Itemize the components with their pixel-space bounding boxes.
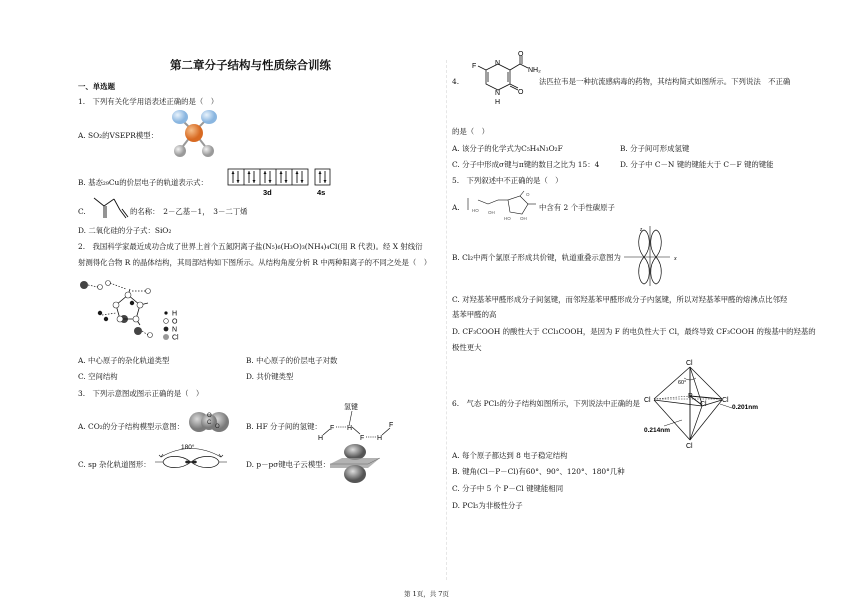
q4-option-b: B. 分子间可形成氢键 <box>620 144 690 153</box>
q1-option-d: D. 二氧化硅的分子式：SiO₂ <box>78 226 172 235</box>
hf-hydrogen-bond-figure <box>316 402 408 444</box>
q5-option-b: B. Cl₂中两个氯原子形成共价键，轨道重叠示意图为 <box>452 253 621 262</box>
q2-option-b: B. 中心原子的价层电子对数 <box>246 356 338 365</box>
fav-nh2: NH₂ <box>528 67 541 74</box>
page-footer: 第 1页，共 7页 <box>404 590 449 598</box>
hf-f3: F <box>389 422 394 429</box>
q2-option-a: A. 中心原子的杂化轨道类型 <box>78 356 170 365</box>
q3-option-d: D. p－pσ键电子云模型： <box>246 460 330 469</box>
q4-option-a: A. 该分子的化学式为C₅H₄N₃O₂F <box>452 144 563 153</box>
page-title: 第二章分子结构与性质综合训练 <box>170 58 331 72</box>
q2-stem-line1: 2. 我国科学家最近成功合成了世界上首个五氮阴离子盐(N₅)₆(H₃O)₃(NH₄)₄Cl(用 R 代表)。经 X 射线衍 <box>78 242 423 251</box>
svg-text:HO: HO <box>472 208 479 213</box>
q4-option-c: C. 分子中形成σ键与π键的数目之比为 15：4 <box>452 160 600 169</box>
q2-option-c: C. 空间结构 <box>78 372 118 381</box>
diene-skeleton-icon <box>92 196 128 222</box>
pcl5-angle: 60° <box>678 380 687 386</box>
co2-atom-o1: O <box>207 413 212 419</box>
q4-number: 4. <box>452 77 460 86</box>
co2-atom-o2: O <box>215 424 220 430</box>
hf-f2: F <box>360 435 365 442</box>
fav-n1: N <box>495 60 501 67</box>
favipiravir-structure <box>472 52 540 108</box>
label-4s: 4s <box>317 188 326 197</box>
q6-option-a: A. 每个原子都达到 8 电子稳定结构 <box>452 451 568 460</box>
so2-vsepr-model-icon <box>166 108 226 163</box>
q3-option-b: B. HF 分子间的氢键： <box>246 422 322 431</box>
q5-option-d-line1: D. CF₃COOH 的酸性大于 CCl₃COOH，是因为 F 的电负性大于 Cl，最终导致 CF₃COOH 的羧基中的羟基的 <box>452 327 816 336</box>
pcl5-bond-0214: 0.214nm <box>644 427 671 434</box>
q3-option-c: C. sp 杂化轨道图形： <box>78 460 151 469</box>
pcl5-cl-top: Cl <box>686 360 693 367</box>
co2-atom-c: C <box>207 420 212 426</box>
q1-option-b: B. 基态₂₉Cu的价层电子的轨道表示式： <box>78 178 208 187</box>
p-p-sigma-cloud-figure <box>330 442 380 486</box>
q6-option-c: C. 分子中 5 个 P－Cl 键键能相同 <box>452 484 564 493</box>
cu-orbital-diagram <box>227 168 331 198</box>
sp-hybrid-orbital-figure <box>153 442 229 472</box>
q4-stem: 法匹拉韦是一种抗流感病毒的药物，其结构简式如图所示。下列说法 不正确 <box>539 77 791 86</box>
label-3d: 3d <box>263 188 272 197</box>
crystal-structure-figure <box>78 273 198 341</box>
section-heading: 一、单选题 <box>78 82 115 91</box>
q1-stem: 1. 下列有关化学用语表述正确的是（ ） <box>78 97 219 106</box>
fav-h: H <box>495 99 501 106</box>
q6-stem: 6. 气态 PCl₅的分子结构如图所示，下列说法中正确的是 <box>452 399 640 408</box>
q1-option-c-prefix: C. <box>78 207 86 216</box>
cl2-orbital-overlap-figure <box>622 226 682 288</box>
hf-h2: H <box>347 425 353 432</box>
svg-text:OH: OH <box>488 210 495 215</box>
fav-o2: O <box>518 89 524 96</box>
fav-n2: N <box>495 90 501 97</box>
pcl5-bond-0201: 0.201nm <box>732 404 759 411</box>
svg-text:OH: OH <box>520 216 527 221</box>
axis-z: z <box>640 227 643 233</box>
legend-n: N <box>172 326 178 334</box>
pcl5-cl-left: Cl <box>644 397 651 404</box>
q4-option-d: D. 分子中 C－N 键的键能大于 C－F 键的键能 <box>620 160 774 169</box>
legend-cl: Cl <box>172 334 179 342</box>
sp-angle-label: 180° <box>181 444 195 451</box>
q5-stem: 5. 下列叙述中不正确的是（ ） <box>452 176 563 185</box>
co2-model-icon <box>185 408 233 436</box>
hf-h3: H <box>377 435 383 442</box>
column-divider <box>446 60 447 580</box>
pcl5-p: P <box>688 393 693 400</box>
q3-stem: 3. 下列示意图或图示正确的是（ ） <box>78 389 204 398</box>
q4-stem-cont: 的是（ ） <box>452 127 489 136</box>
pcl5-cl-right: Cl <box>722 397 729 404</box>
q3-option-a: A. CO₂的分子结构模型示意图： <box>78 422 185 431</box>
q5-option-d-line2: 极性更大 <box>452 343 482 352</box>
q6-option-d: D. PCl₅为非极性分子 <box>452 501 523 510</box>
legend-h: H <box>172 310 178 318</box>
vitamin-c-structure <box>464 190 538 222</box>
q2-option-d: D. 共价键类型 <box>246 372 294 381</box>
fav-o1: O <box>518 51 524 58</box>
q5-option-a: 中含有 2 个手性碳原子 <box>539 203 615 212</box>
axis-x: x <box>674 256 677 262</box>
hf-f1: F <box>330 425 335 432</box>
q1-option-a: A. SO₂的VSEPR模型： <box>78 131 159 140</box>
q5-option-c-line2: 基苯甲醛的高 <box>452 310 497 319</box>
pcl5-cl-bottom: Cl <box>686 443 693 450</box>
fav-f: F <box>472 63 477 70</box>
legend-o: O <box>172 318 178 326</box>
q6-option-b: B. 键角(Cl－P－Cl)有60°、90°、120°、180°几种 <box>452 467 625 476</box>
q2-stem-line2: 射测得化合物 R 的晶体结构，其局部结构如下图所示。从结构角度分析 R 中两种阳离子的不同之处是（ ） <box>78 258 432 267</box>
q5-option-a-prefix: A. <box>452 203 460 212</box>
pcl5-cl-front: Cl <box>700 401 707 408</box>
svg-text:HO: HO <box>504 216 511 221</box>
hf-h1: H <box>318 435 324 442</box>
q5-option-c-line1: C. 对羟基苯甲醛形成分子间氢键，而邻羟基苯甲醛形成分子内氢键，所以对羟基苯甲醛的熔沸点比邻羟 <box>452 295 788 304</box>
pcl5-structure-figure <box>640 358 770 450</box>
q1-option-c: 的名称： 2－乙基－1， 3－二丁烯 <box>130 207 248 216</box>
svg-text:O: O <box>526 192 530 197</box>
hbond-label: 氢键 <box>344 403 358 411</box>
